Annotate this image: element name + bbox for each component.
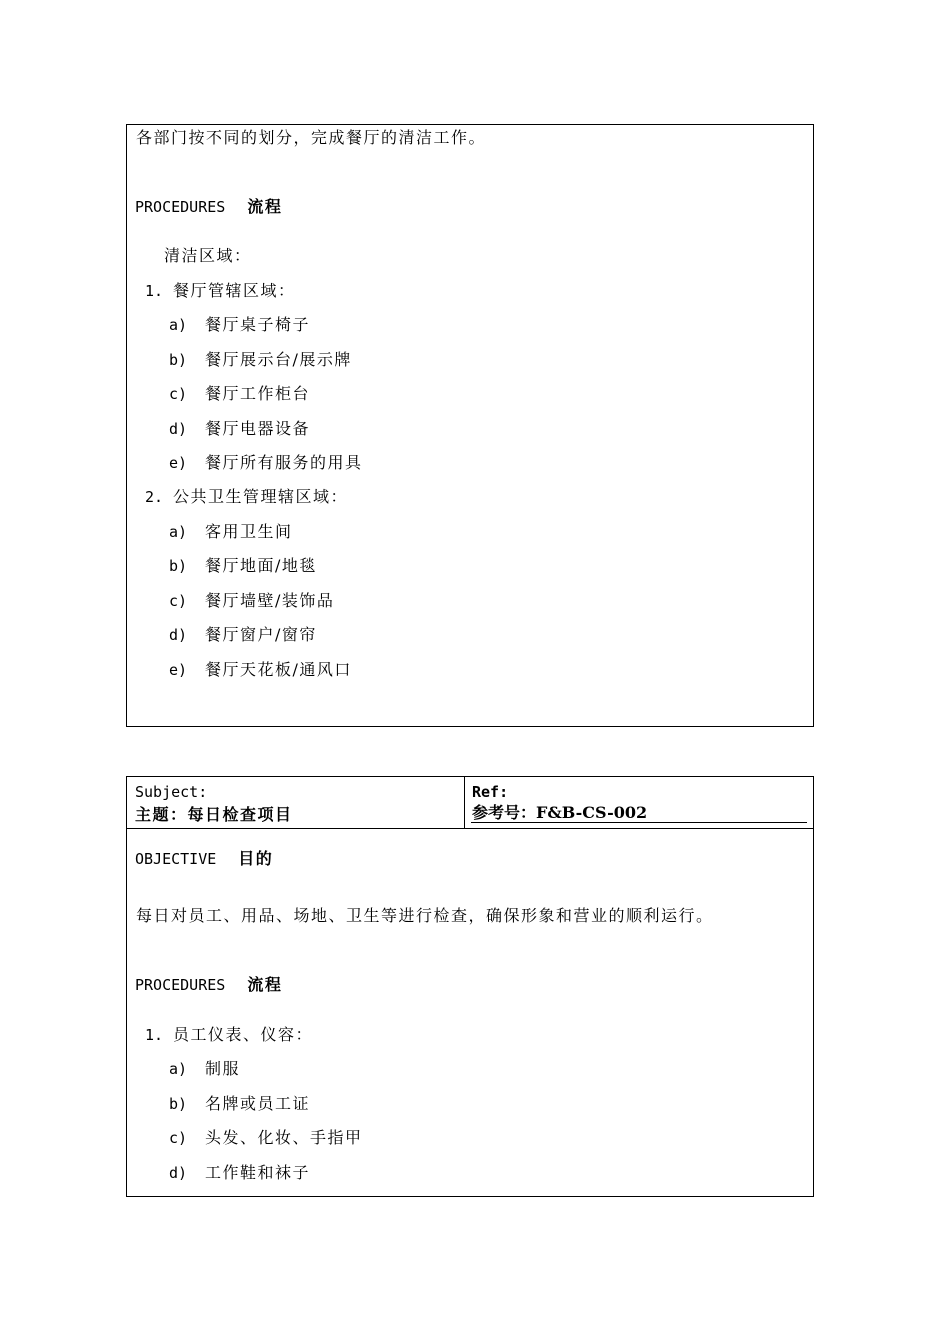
objective-cn: 目的	[238, 849, 274, 868]
intro-text: 各部门按不同的划分，完成餐厅的清洁工作。	[136, 128, 487, 147]
list-item	[169, 1128, 363, 1148]
group-title	[145, 1025, 313, 1045]
cleaning-procedure-box	[126, 124, 814, 727]
subject-label: Subject:	[135, 783, 208, 801]
list-item	[169, 591, 334, 611]
list-item	[169, 1094, 310, 1114]
list-item-label: c)	[169, 1129, 188, 1147]
subject-value: 主题：每日检查项目	[135, 805, 293, 824]
group-number: 1.	[145, 282, 164, 300]
header-divider	[464, 777, 465, 828]
group-title	[145, 487, 348, 507]
group-number: 1.	[145, 1026, 164, 1044]
list-item-text: 餐厅所有服务的用具	[205, 453, 363, 472]
list-item	[169, 625, 317, 645]
procedures-label: PROCEDURES	[135, 976, 226, 994]
list-item-label: e)	[169, 661, 188, 679]
list-item-text: 工作鞋和袜子	[205, 1163, 311, 1182]
list-item-label: b)	[169, 1095, 188, 1113]
document-header	[127, 777, 813, 829]
list-item-text: 餐厅电器设备	[205, 419, 311, 438]
daily-inspection-box	[126, 776, 814, 1197]
ref-underline	[471, 822, 807, 823]
list-item	[169, 556, 317, 576]
objective-text: 每日对员工、用品、场地、卫生等进行检查，确保形象和营业的顺利运行。	[136, 906, 714, 925]
list-item	[169, 660, 352, 680]
list-item-text: 制服	[205, 1059, 241, 1078]
procedures-cn: 流程	[247, 975, 283, 994]
list-item-label: a)	[169, 316, 188, 334]
list-item-text: 餐厅展示台/展示牌	[205, 350, 352, 369]
list-item	[169, 419, 310, 439]
procedures-label: PROCEDURES	[135, 198, 226, 216]
procedures-cn: 流程	[247, 197, 283, 216]
list-item-label: d)	[169, 1164, 188, 1182]
list-item	[169, 1059, 240, 1079]
list-item-label: b)	[169, 351, 188, 369]
ref-label: Ref:	[472, 783, 509, 801]
list-item-text: 客用卫生间	[205, 522, 293, 541]
list-item-label: c)	[169, 592, 188, 610]
list-item-text: 餐厅窗户/窗帘	[205, 625, 317, 644]
list-item-text: 名牌或员工证	[205, 1094, 311, 1113]
procedures-heading	[135, 975, 282, 995]
objective-label: OBJECTIVE	[135, 850, 217, 868]
procedures-heading	[135, 197, 282, 217]
list-item-label: d)	[169, 626, 188, 644]
list-item-label: a)	[169, 523, 188, 541]
group-title-text: 餐厅管辖区域：	[173, 281, 296, 300]
group-title-text: 员工仪表、仪容：	[173, 1025, 314, 1044]
list-item	[169, 384, 310, 404]
list-item	[169, 1163, 310, 1183]
list-item-text: 餐厅天花板/通风口	[205, 660, 352, 679]
list-item-text: 餐厅地面/地毯	[205, 556, 317, 575]
objective-heading	[135, 849, 273, 869]
list-item-label: a)	[169, 1060, 188, 1078]
group-number: 2.	[145, 488, 164, 506]
group-title-text: 公共卫生管理辖区域：	[173, 487, 349, 506]
list-item-text: 餐厅工作柜台	[205, 384, 311, 403]
list-item-label: b)	[169, 557, 188, 575]
list-item	[169, 453, 363, 473]
list-item-text: 餐厅桌子椅子	[205, 315, 311, 334]
list-item-text: 头发、化妆、手指甲	[205, 1128, 363, 1147]
group-title	[145, 281, 296, 301]
area-title: 清洁区域：	[164, 246, 252, 265]
list-item	[169, 522, 293, 542]
list-item-text: 餐厅墙壁/装饰品	[205, 591, 335, 610]
list-item	[169, 350, 352, 370]
ref-value: 参考号：F&B-CS-002	[472, 803, 648, 822]
list-item	[169, 315, 310, 335]
list-item-label: c)	[169, 385, 188, 403]
list-item-label: d)	[169, 420, 188, 438]
list-item-label: e)	[169, 454, 188, 472]
